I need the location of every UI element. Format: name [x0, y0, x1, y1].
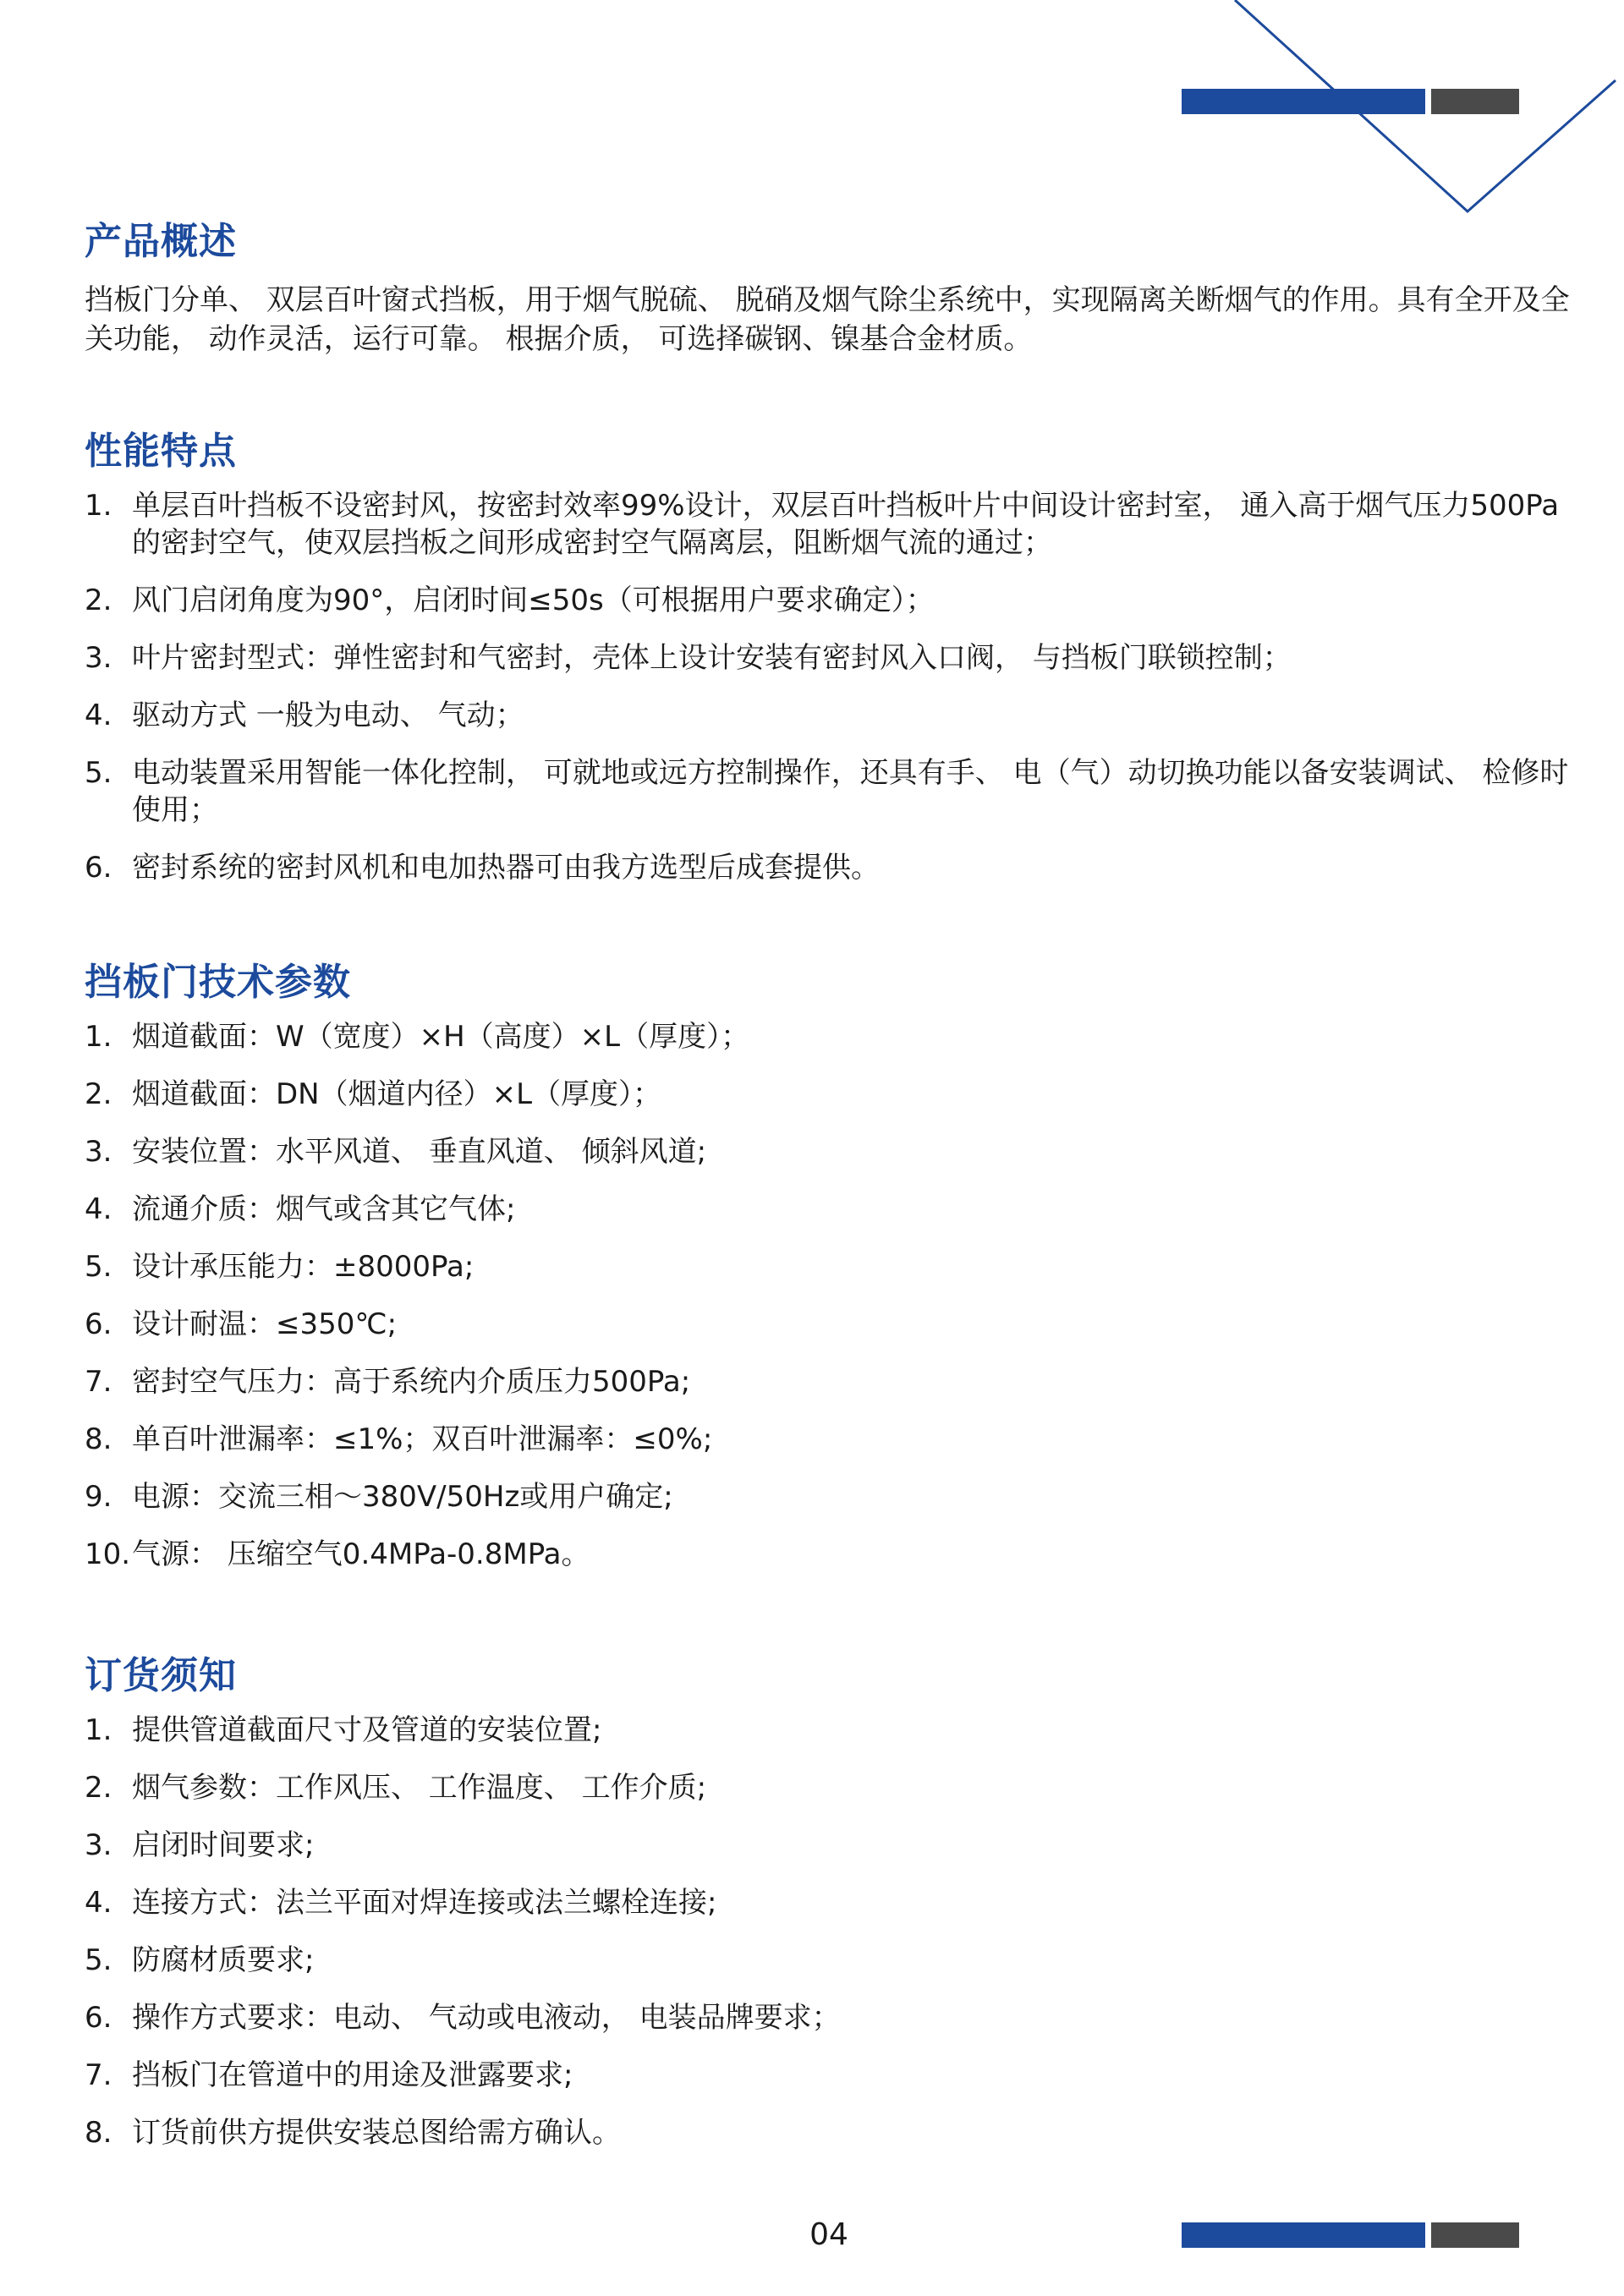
- list-item: [85, 639, 1573, 677]
- list-item: [85, 2057, 1573, 2094]
- list-item-number: 3.: [85, 1828, 112, 1862]
- list-item-text: 气源： 压缩空气0.4MPa-0.8MPa。: [132, 1537, 590, 1571]
- list-item: [85, 1076, 1573, 1113]
- list-item-number: 1.: [85, 1713, 112, 1747]
- section-technical-parameters: [85, 959, 1573, 1593]
- section-title-overview: 产品概述: [85, 220, 237, 263]
- footer-accent-bar-gray: [1431, 2222, 1519, 2248]
- list-item-text: 电动装置采用智能一体化控制， 可就地或远方控制操作，还具有手、 电（气）动切换功能以备安装调试、 检修时使用；: [132, 756, 1569, 827]
- list-item-text: 设计承压能力：±8000Pa;: [132, 1250, 475, 1284]
- list-item-text: 订货前供方提供安装总图给需方确认。: [132, 2116, 621, 2150]
- list-item: [85, 1248, 1573, 1285]
- list-item-number: 4.: [85, 699, 112, 732]
- list-item-number: 7.: [85, 2058, 112, 2092]
- section-overview: [85, 218, 1573, 359]
- list-item: [85, 1363, 1573, 1400]
- list-item-number: 6.: [85, 851, 112, 885]
- list-item-text: 单百叶泄漏率：≤1%；双百叶泄漏率：≤0%;: [132, 1422, 713, 1456]
- list-item-text: 叶片密封型式：弹性密封和气密封，壳体上设计安装有密封风入口阀， 与挡板门联锁控制；: [132, 641, 1292, 675]
- list-item-text: 密封空气压力：高于系统内介质压力500Pa;: [132, 1365, 691, 1399]
- header-accent-bar-blue: [1182, 89, 1425, 114]
- list-item: [85, 1712, 1573, 1749]
- list-item-number: 5.: [85, 756, 112, 790]
- list-item-text: 单层百叶挡板不设密封风，按密封效率99%设计，双层百叶挡板叶片中间设计密封室， 通入高于烟气压力500Pa的密封空气，使双层挡板之间形成密封空气隔离层，阻断烟气流的通过；: [132, 489, 1560, 560]
- list-item-text: 防腐材质要求;: [132, 1943, 315, 1977]
- list-item-text: 挡板门在管道中的用途及泄露要求;: [132, 2058, 573, 2092]
- section-features: [85, 428, 1573, 907]
- list-item-text: 启闭时间要求;: [132, 1828, 315, 1862]
- section-order-notes: [85, 1652, 1573, 2172]
- list-item-text: 驱动方式 一般为电动、 气动；: [132, 699, 524, 732]
- list-item: [85, 487, 1573, 562]
- overview-paragraph: 挡板门分单、 双层百叶窗式挡板，用于烟气脱硫、 脱硝及烟气除尘系统中，实现隔离关断烟气的作用。具有全开及全关功能， 动作灵活，运行可靠。 根据介质， 可选择碳钢、镍基合金材质。: [85, 283, 1570, 356]
- list-item: [85, 1421, 1573, 1458]
- list-item: [85, 1884, 1573, 1921]
- list-item: [85, 1306, 1573, 1343]
- list-item-number: 7.: [85, 1365, 112, 1399]
- list-item: [85, 697, 1573, 734]
- list-item: [85, 1769, 1573, 1806]
- list-item-number: 5.: [85, 1250, 112, 1284]
- list-item-number: 2.: [85, 1771, 112, 1805]
- list-item: [85, 1827, 1573, 1864]
- list-item-number: 3.: [85, 1135, 112, 1169]
- list-item: [85, 754, 1573, 829]
- features-list: [85, 487, 1573, 886]
- list-item: [85, 1999, 1573, 2036]
- list-item: [85, 1478, 1573, 1515]
- list-item-text: 提供管道截面尺寸及管道的安装位置;: [132, 1713, 602, 1747]
- list-item-number: 5.: [85, 1943, 112, 1977]
- list-item-number: 6.: [85, 1307, 112, 1341]
- list-item-text: 风门启闭角度为90°，启闭时间≤50s（可根据用户要求确定）；: [132, 584, 935, 617]
- list-item-text: 烟道截面：W（宽度）×H（高度）×L（厚度）；: [132, 1020, 750, 1054]
- corner-decoration: [0, 0, 1624, 254]
- list-item-text: 连接方式：法兰平面对焊连接或法兰螺栓连接;: [132, 1886, 717, 1920]
- section-title-params: 挡板门技术参数: [85, 961, 351, 1004]
- list-item-number: 2.: [85, 584, 112, 617]
- list-item-number: 2.: [85, 1077, 112, 1111]
- footer-accent-bar-blue: [1182, 2222, 1425, 2248]
- header-accent-bar-gray: [1431, 89, 1519, 114]
- section-title-features: 性能特点: [85, 430, 237, 473]
- list-item: [85, 1018, 1573, 1055]
- list-item: [85, 1536, 1573, 1573]
- list-item-number: 9.: [85, 1480, 112, 1514]
- list-item-text: 烟道截面：DN（烟道内径）×L（厚度）；: [132, 1077, 662, 1111]
- list-item: [85, 1133, 1573, 1170]
- list-item: [85, 849, 1573, 886]
- list-item-number: 4.: [85, 1886, 112, 1920]
- list-item-number: 8.: [85, 1422, 112, 1456]
- list-item-text: 烟气参数：工作风压、 工作温度、 工作介质;: [132, 1771, 707, 1805]
- list-item-text: 电源：交流三相～380V/50Hz或用户确定;: [132, 1480, 673, 1514]
- list-item: [85, 1942, 1573, 1979]
- list-item: [85, 2114, 1573, 2151]
- list-item: [85, 582, 1573, 619]
- list-item-number: 8.: [85, 2116, 112, 2150]
- list-item-number: 3.: [85, 641, 112, 675]
- list-item-text: 流通介质：烟气或含其它气体;: [132, 1192, 516, 1226]
- list-item-number: 1.: [85, 1020, 112, 1054]
- list-item-text: 设计耐温：≤350℃;: [132, 1307, 398, 1341]
- list-item-number: 4.: [85, 1192, 112, 1226]
- list-item-text: 安装位置：水平风道、 垂直风道、 倾斜风道;: [132, 1135, 707, 1169]
- list-item-text: 密封系统的密封风机和电加热器可由我方选型后成套提供。: [132, 851, 880, 885]
- list-item: [85, 1191, 1573, 1228]
- section-title-order: 订货须知: [85, 1654, 237, 1697]
- list-item-text: 操作方式要求：电动、 气动或电液动， 电装品牌要求；: [132, 2001, 841, 2035]
- page-number: 04: [809, 2217, 848, 2252]
- list-item-number: 1.: [85, 489, 112, 523]
- params-list: [85, 1018, 1573, 1573]
- order-list: [85, 1712, 1573, 2151]
- list-item-number: 10.: [85, 1537, 131, 1571]
- list-item-number: 6.: [85, 2001, 112, 2035]
